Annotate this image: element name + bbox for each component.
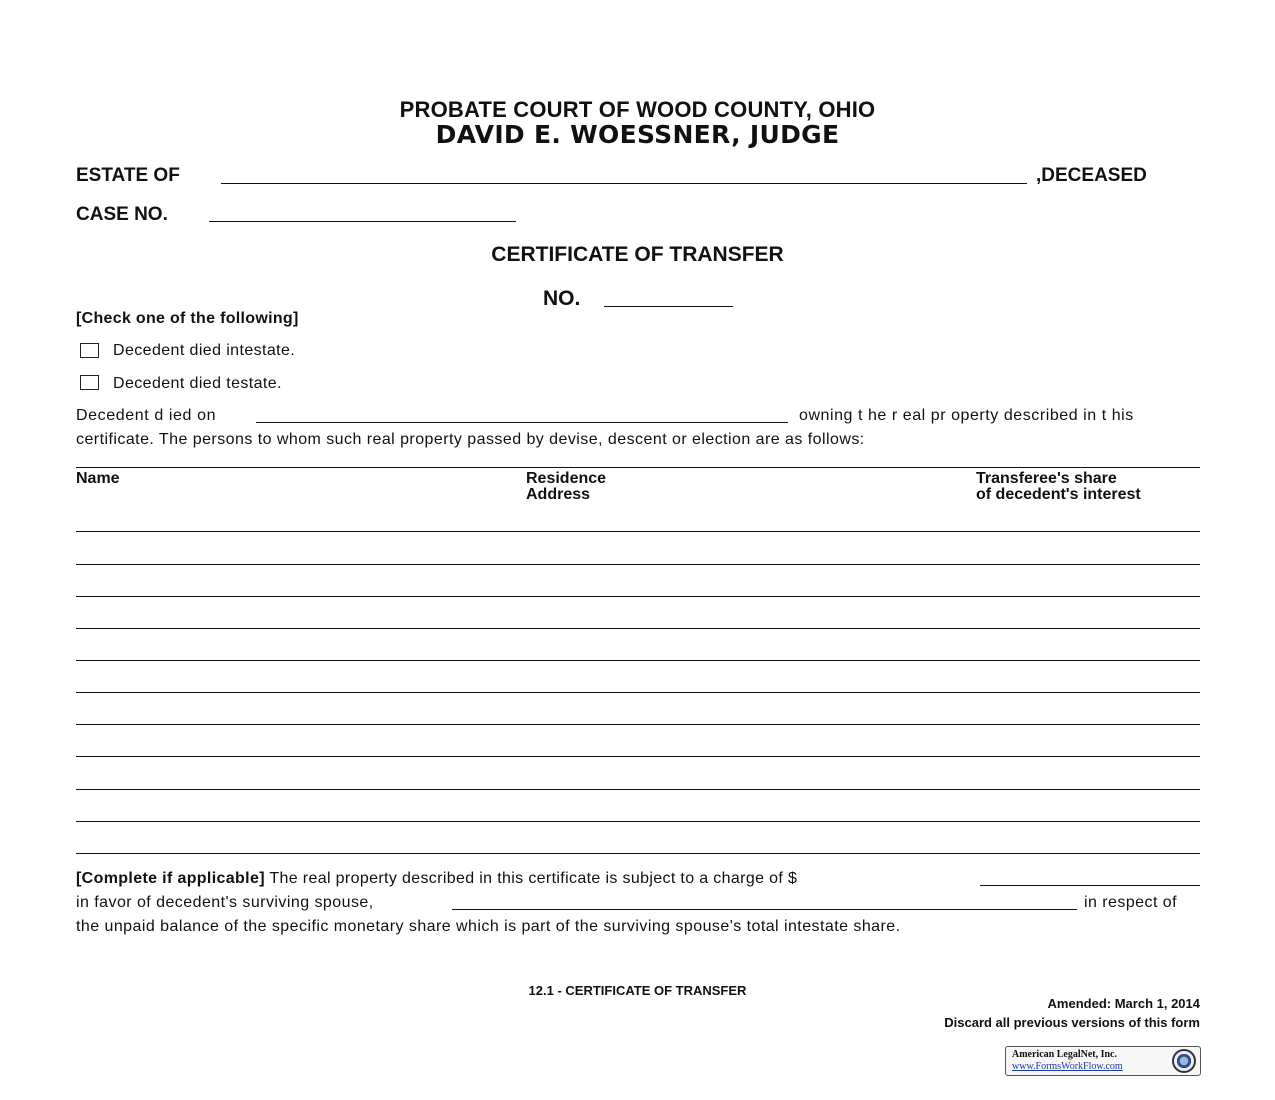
entry-line[interactable] [76, 596, 1200, 597]
certificate-number-label: NO. [543, 287, 581, 310]
discard-notice: Discard all previous versions of this form [944, 1015, 1200, 1030]
complete-if-applicable-label: [Complete if applicable] [76, 870, 265, 887]
col-header-share-2: of decedent's interest [976, 486, 1141, 503]
testate-label: Decedent died testate. [113, 375, 282, 392]
deceased-label: ,DECEASED [1036, 165, 1147, 186]
estate-label: ESTATE OF [76, 165, 180, 186]
entry-line[interactable] [76, 628, 1200, 629]
intestate-label: Decedent died intestate. [113, 342, 296, 359]
american-legalnet-logo[interactable] [1005, 1046, 1201, 1076]
owning-text: owning t he r eal pr operty described in t his [799, 407, 1134, 424]
intestate-checkbox[interactable] [80, 343, 99, 358]
entry-line[interactable] [76, 821, 1200, 822]
entry-line[interactable] [76, 724, 1200, 725]
entry-line[interactable] [76, 692, 1200, 693]
logo-company-name: American LegalNet, Inc. [1012, 1049, 1117, 1060]
logo-url-link[interactable]: www.FormsWorkFlow.com [1012, 1061, 1123, 1072]
entry-line[interactable] [76, 853, 1200, 854]
form-id: 12.1 - CERTIFICATE OF TRANSFER [528, 983, 747, 998]
entry-line[interactable] [76, 756, 1200, 757]
favor-of-text: in favor of decedent's surviving spouse, [76, 894, 374, 911]
col-header-share-1: Transferee's share [976, 470, 1117, 487]
certificate-number-field[interactable] [604, 306, 733, 307]
case-number-field[interactable] [209, 221, 516, 222]
entry-line[interactable] [76, 789, 1200, 790]
amended-date: Amended: March 1, 2014 [1047, 996, 1200, 1011]
col-header-name: Name [76, 470, 120, 487]
col-header-residence-2: Address [526, 486, 591, 503]
entry-line[interactable] [76, 660, 1200, 661]
spouse-name-field[interactable] [452, 909, 1077, 910]
charge-text: The real property described in this certificate is subject to a charge of $ [264, 870, 798, 887]
date-of-death-field[interactable] [256, 422, 788, 423]
judge-name: DAVID E. WOESSNER, JUDGE [435, 120, 840, 149]
charge-line-1 [76, 870, 797, 888]
charge-amount-field[interactable] [980, 885, 1200, 886]
entry-line[interactable] [76, 531, 1200, 532]
died-on-label: Decedent d ied on [76, 407, 217, 424]
check-instruction: [Check one of the following] [76, 310, 299, 327]
table-top-rule [76, 467, 1200, 468]
court-title: PROBATE COURT OF WOOD COUNTY, OHIO [399, 97, 876, 122]
case-number-label: CASE NO. [76, 204, 168, 225]
globe-icon [1172, 1049, 1196, 1073]
certificate-title: CERTIFICATE OF TRANSFER [491, 243, 784, 266]
in-respect-of-text: in respect of [1084, 894, 1178, 911]
entry-line[interactable] [76, 564, 1200, 565]
col-header-residence-1: Residence [526, 470, 607, 487]
persons-text: certificate. The persons to whom such real property passed by devise, descent or election are as follows: [76, 431, 865, 448]
testate-checkbox[interactable] [80, 375, 99, 390]
estate-name-field[interactable] [221, 183, 1027, 184]
charge-line-3: the unpaid balance of the specific monetary share which is part of the surviving spouse's total intestate share. [76, 918, 901, 935]
